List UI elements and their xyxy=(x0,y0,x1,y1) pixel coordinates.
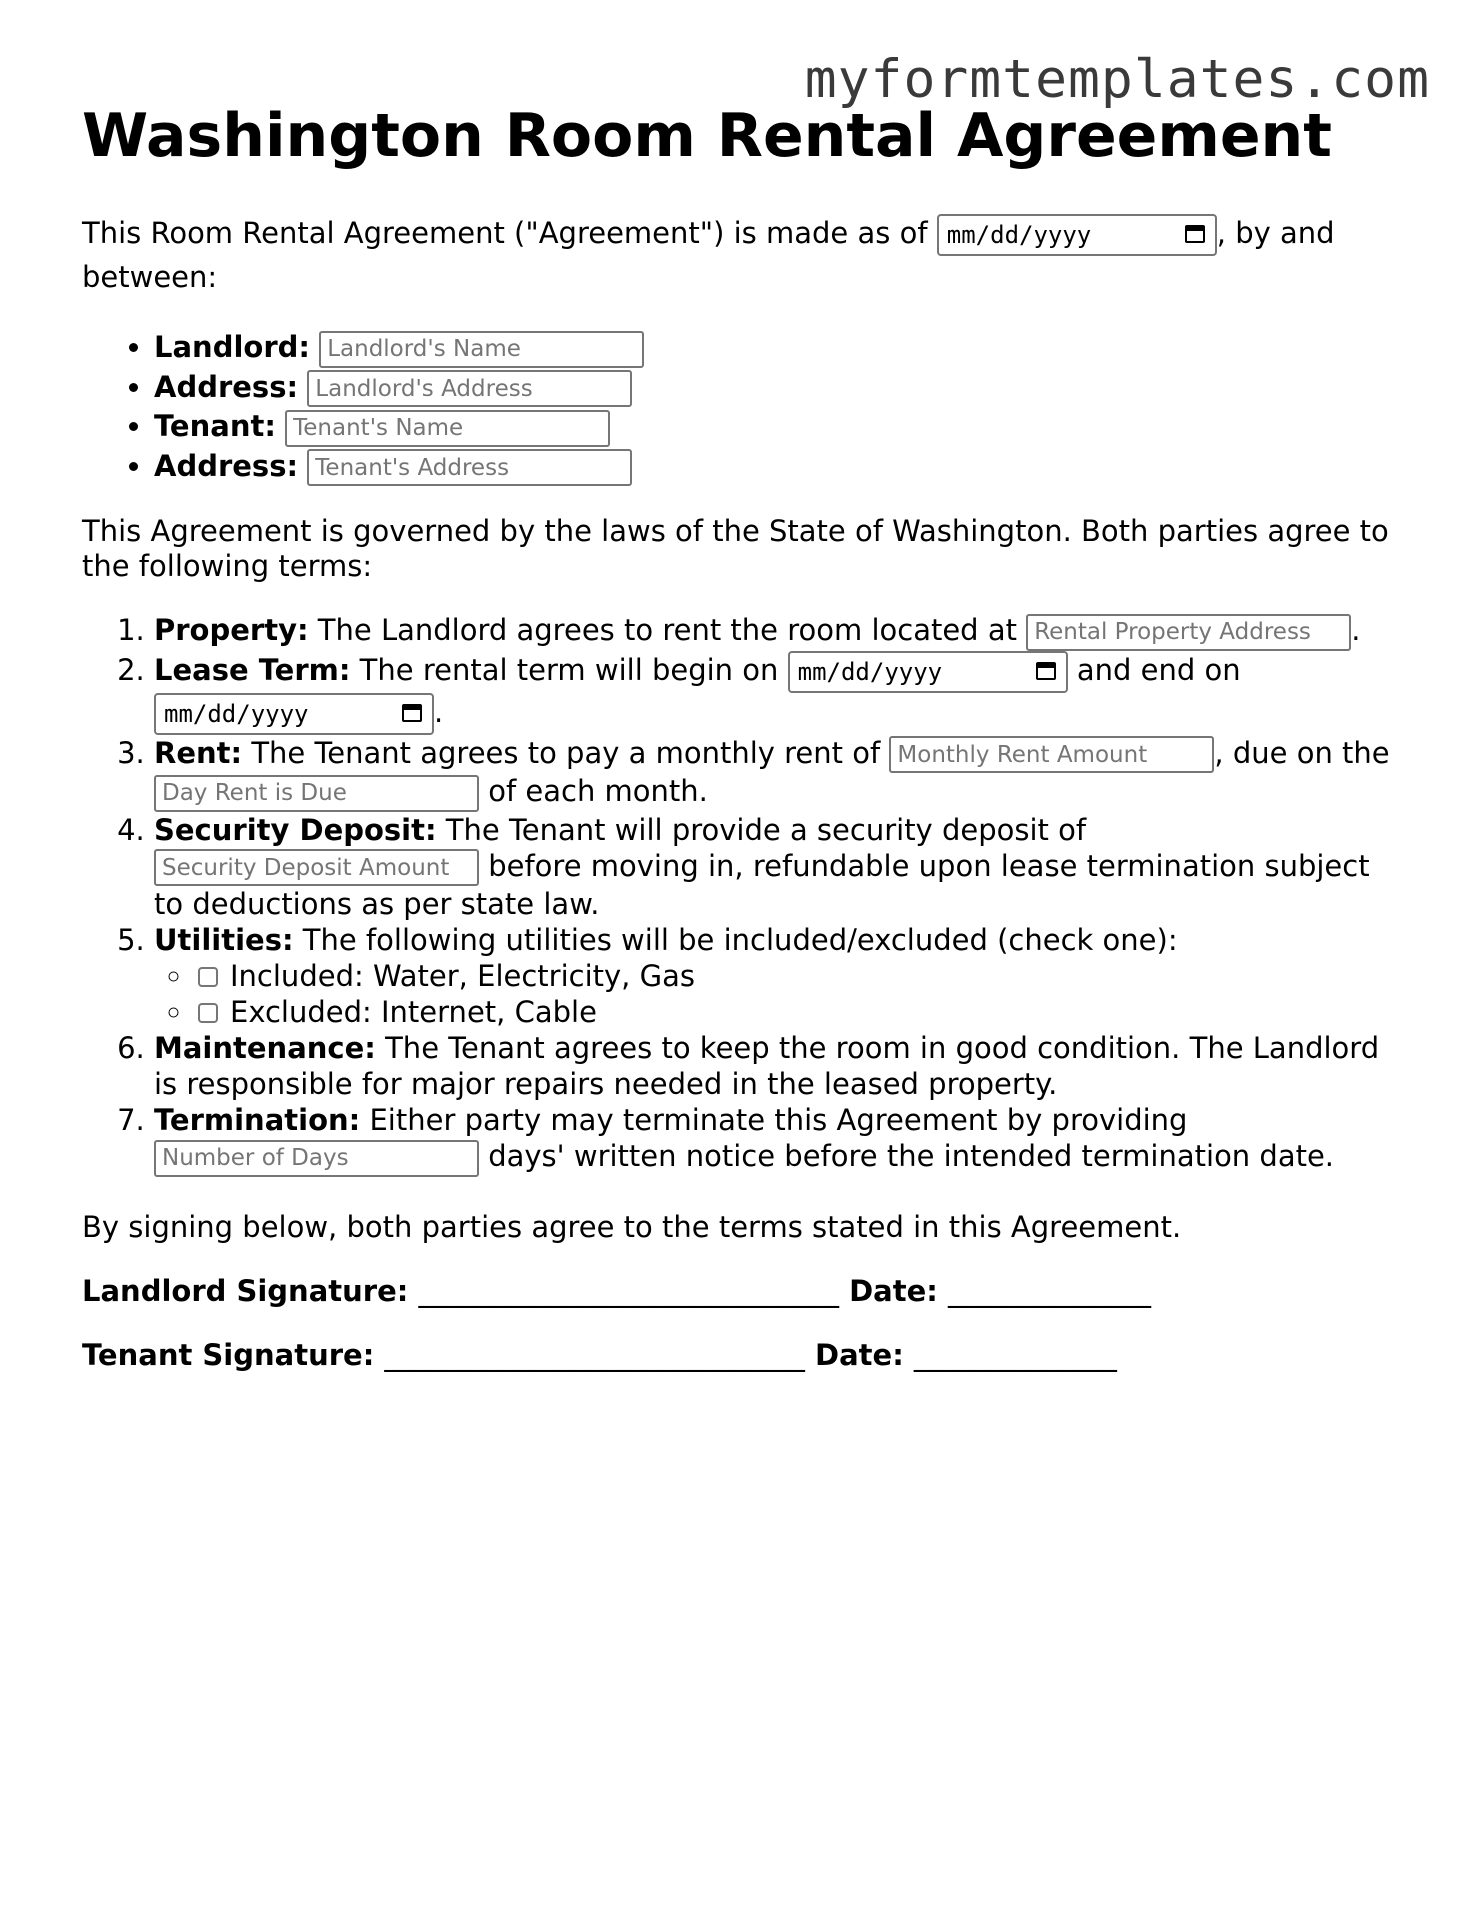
landlord-address-label: Address: xyxy=(154,369,299,404)
intro-text-before: This Room Rental Agreement ("Agreement") is made as of xyxy=(82,216,928,250)
tenant-date-label: Date: xyxy=(815,1337,904,1372)
closing-paragraph: By signing below, both parties agree to the terms stated in this Agreement. xyxy=(82,1209,1182,1244)
property-label: Property: xyxy=(154,613,309,647)
landlord-date-label: Date: xyxy=(849,1273,938,1308)
rent-text: The Tenant agrees to pay a monthly rent of xyxy=(242,735,890,770)
notice-days-input[interactable] xyxy=(154,1140,479,1177)
term-deposit xyxy=(154,812,1392,923)
maintenance-label: Maintenance: xyxy=(154,1031,376,1065)
utilities-included-label: Included: Water, Electricity, Gas xyxy=(230,959,695,993)
intro-paragraph xyxy=(82,212,1392,298)
lease-term-middle: and end on xyxy=(1067,652,1241,687)
governing-law-paragraph: This Agreement is governed by the laws of the State of Washington. Both parties agree to the following terms: xyxy=(82,514,1389,583)
landlord-date-line[interactable]: ______________ xyxy=(947,1273,1151,1308)
rent-label: Rent: xyxy=(154,735,243,770)
tenant-signature-line[interactable]: _____________________________ xyxy=(384,1337,805,1372)
termination-text-after: days' written notice before the intended termination date. xyxy=(479,1139,1335,1173)
lease-term-label: Lease Term: xyxy=(154,652,351,687)
utilities-label: Utilities: xyxy=(154,923,294,957)
rent-text-after: of each month. xyxy=(479,774,708,808)
rental-property-address-input[interactable] xyxy=(1026,614,1351,651)
calendar-icon[interactable] xyxy=(1185,225,1205,243)
utilities-included-checkbox[interactable] xyxy=(198,967,218,987)
term-maintenance xyxy=(154,1030,1392,1102)
list-item xyxy=(154,368,1392,408)
utilities-excluded-label: Excluded: Internet, Cable xyxy=(230,995,597,1029)
deposit-text: The Tenant will provide a security deposit of xyxy=(436,812,1087,847)
list-item xyxy=(154,407,1392,447)
tenant-signature-label: Tenant Signature: xyxy=(82,1337,375,1372)
maintenance-text: The Tenant agrees to keep the room in good condition. The Landlord is responsible for major repairs needed in the leased property. xyxy=(154,1031,1380,1101)
tenant-address-input[interactable] xyxy=(307,449,632,486)
tenant-name-input[interactable] xyxy=(285,410,610,447)
termination-label: Termination: xyxy=(154,1103,361,1137)
list-item xyxy=(154,328,1392,368)
lease-start-date-input[interactable] xyxy=(788,651,1068,693)
utilities-options xyxy=(154,958,1392,1030)
intro-text-after: , by and between: xyxy=(82,216,1335,294)
landlord-signature-line[interactable]: _____________________________ xyxy=(418,1273,839,1308)
landlord-signature-label: Landlord Signature: xyxy=(82,1273,409,1308)
term-utilities xyxy=(154,922,1392,1030)
form-content xyxy=(82,100,1392,1373)
landlord-name-input[interactable] xyxy=(319,331,644,368)
term-rent xyxy=(154,735,1392,812)
term-termination xyxy=(154,1102,1392,1177)
tenant-label: Tenant: xyxy=(154,409,276,443)
tenant-address-label: Address: xyxy=(154,448,299,483)
property-text: The Landlord agrees to rent the room located at xyxy=(308,613,1027,647)
monthly-rent-input[interactable] xyxy=(889,736,1214,773)
calendar-icon[interactable] xyxy=(402,704,422,722)
rent-due-day-input[interactable] xyxy=(154,775,479,812)
term-property xyxy=(154,612,1392,651)
termination-text: Either party may terminate this Agreement by providing xyxy=(360,1103,1188,1137)
parties-list xyxy=(82,328,1392,486)
lease-end-placeholder: mm/dd/yyyy xyxy=(164,699,309,728)
deposit-label: Security Deposit: xyxy=(154,812,437,847)
lease-end-date-input[interactable] xyxy=(154,693,434,735)
tenant-signature-row xyxy=(82,1337,1392,1373)
lease-term-after: . xyxy=(434,694,444,729)
list-item xyxy=(154,447,1392,487)
lease-term-text: The rental term will begin on xyxy=(350,652,788,687)
utilities-excluded-checkbox[interactable] xyxy=(198,1003,218,1023)
list-item xyxy=(194,994,1392,1030)
term-lease xyxy=(154,651,1392,735)
page-title: Washington Room Rental Agreement xyxy=(82,101,1332,171)
landlord-address-input[interactable] xyxy=(307,370,632,407)
list-item xyxy=(194,958,1392,994)
lease-start-placeholder: mm/dd/yyyy xyxy=(797,657,943,686)
property-text-after: . xyxy=(1351,613,1361,647)
watermark: myformtemplates.com xyxy=(804,49,1430,110)
agreement-date-input[interactable] xyxy=(937,214,1217,256)
agreement-date-placeholder: mm/dd/yyyy xyxy=(946,221,1092,249)
calendar-icon[interactable] xyxy=(1036,662,1056,680)
rent-text-middle: , due on the xyxy=(1214,735,1390,770)
landlord-label: Landlord: xyxy=(154,330,310,364)
utilities-text: The following utilities will be included/excluded (check one): xyxy=(293,923,1178,957)
terms-list xyxy=(82,612,1392,1177)
security-deposit-input[interactable] xyxy=(154,849,479,886)
tenant-date-line[interactable]: ______________ xyxy=(913,1337,1117,1372)
landlord-signature-row xyxy=(82,1273,1392,1309)
deposit-text-after: before moving in, refundable upon lease termination subject to deductions as per state law. xyxy=(154,848,1370,921)
